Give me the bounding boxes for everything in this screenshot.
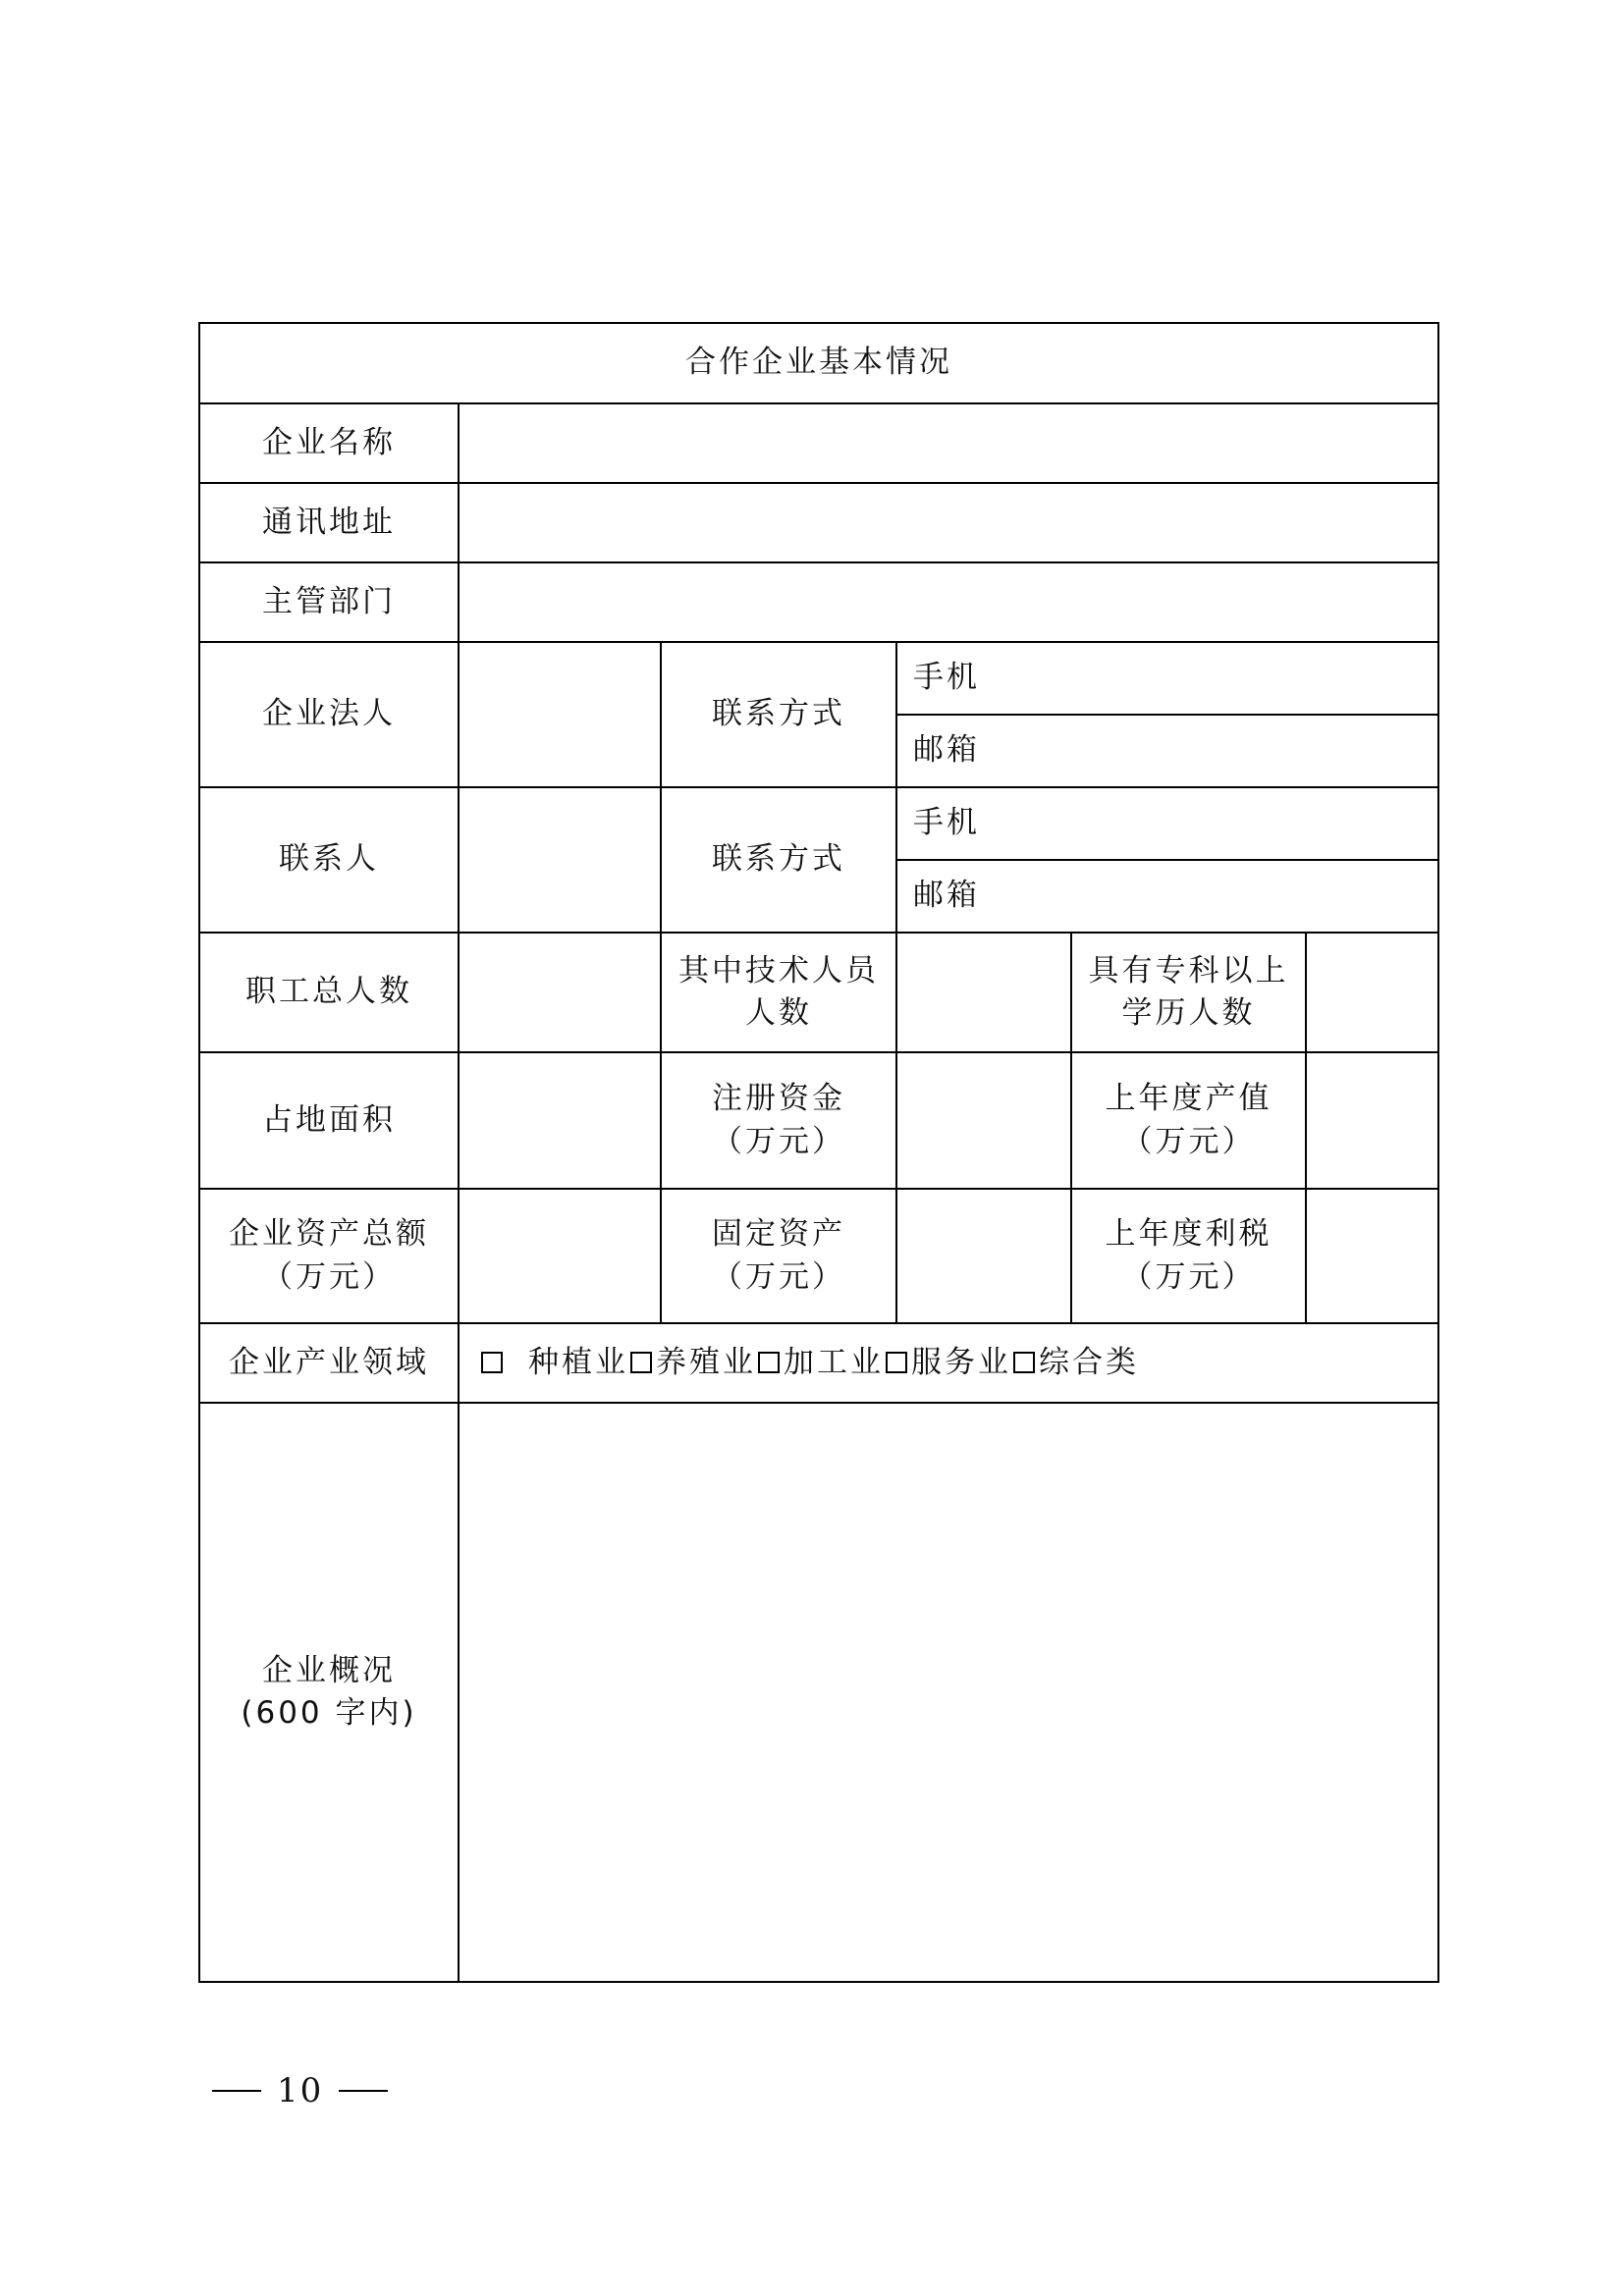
- legal-person-email-field[interactable]: 邮箱: [896, 715, 1438, 787]
- total-assets-unit: （万元）: [262, 1258, 396, 1295]
- overview-label-line2: (600 字内): [241, 1695, 417, 1731]
- checkbox-planting[interactable]: [481, 1352, 503, 1373]
- checkbox-comprehensive[interactable]: [1013, 1352, 1035, 1373]
- authority-field[interactable]: [459, 562, 1438, 642]
- tech-staff-field[interactable]: [896, 933, 1071, 1052]
- authority-label: 主管部门: [199, 562, 459, 642]
- overview-label-line1: 企业概况: [262, 1652, 396, 1688]
- total-assets-field[interactable]: [459, 1189, 661, 1323]
- dash-right: [339, 2090, 388, 2092]
- total-staff-field[interactable]: [459, 933, 661, 1052]
- contact-person-mobile-field[interactable]: 手机: [896, 787, 1438, 860]
- company-name-label: 企业名称: [199, 403, 459, 483]
- industry-option-comprehensive[interactable]: [1011, 1342, 1139, 1384]
- fixed-assets-label: [661, 1189, 896, 1323]
- land-area-field[interactable]: [459, 1052, 661, 1189]
- college-staff-label: [1071, 933, 1306, 1052]
- contact-person-label: 联系人: [199, 787, 459, 933]
- industry-option-processing[interactable]: [756, 1342, 884, 1384]
- last-year-output-field[interactable]: [1306, 1052, 1438, 1189]
- contact-person-email-field[interactable]: 邮箱: [896, 860, 1438, 933]
- enterprise-info-table: [198, 322, 1439, 1983]
- legal-person-contact-label: 联系方式: [661, 642, 896, 787]
- registered-capital-field[interactable]: [896, 1052, 1071, 1189]
- company-name-field[interactable]: [459, 403, 1438, 483]
- last-year-tax-label: [1071, 1189, 1306, 1323]
- dash-left: [212, 2090, 261, 2092]
- industry-options: [459, 1323, 1438, 1403]
- page-number-text: 10: [277, 2071, 324, 2110]
- industry-option-label: 种植业: [528, 1344, 628, 1380]
- total-assets-label-line1: 企业资产总额: [229, 1216, 429, 1253]
- last-year-tax-field[interactable]: [1306, 1189, 1438, 1323]
- last-year-output-label: [1071, 1052, 1306, 1189]
- contact-person-field[interactable]: [459, 787, 661, 933]
- checkbox-breeding[interactable]: [630, 1352, 652, 1373]
- college-staff-label-line2: 学历人数: [1121, 995, 1256, 1031]
- fixed-assets-label-line1: 固定资产: [712, 1216, 845, 1253]
- college-staff-field[interactable]: [1306, 933, 1438, 1052]
- last-year-tax-label-line1: 上年度利税: [1105, 1216, 1272, 1253]
- legal-person-label: 企业法人: [199, 642, 459, 787]
- last-year-output-unit: （万元）: [1121, 1123, 1256, 1159]
- industry-option-label: 加工业: [784, 1344, 884, 1380]
- industry-option-service[interactable]: [884, 1342, 1011, 1384]
- overview-field[interactable]: [459, 1403, 1438, 1982]
- fixed-assets-unit: （万元）: [712, 1258, 845, 1295]
- industry-option-breeding[interactable]: [628, 1342, 756, 1384]
- industry-option-planting[interactable]: [479, 1342, 628, 1384]
- industry-option-label: 养殖业: [656, 1344, 756, 1380]
- land-area-label: 占地面积: [199, 1052, 459, 1189]
- total-staff-label: 职工总人数: [199, 933, 459, 1052]
- form-title: 合作企业基本情况: [199, 323, 1438, 403]
- checkbox-service[interactable]: [886, 1352, 907, 1373]
- checkbox-processing[interactable]: [758, 1352, 780, 1373]
- registered-capital-label-line1: 注册资金: [712, 1081, 845, 1117]
- total-assets-label: [199, 1189, 459, 1323]
- page-number: [196, 2071, 404, 2110]
- tech-staff-label-line2: 人数: [745, 995, 812, 1031]
- college-staff-label-line1: 具有专科以上: [1088, 952, 1289, 988]
- industry-option-label: 服务业: [911, 1344, 1011, 1380]
- tech-staff-label: [661, 933, 896, 1052]
- registered-capital-label: [661, 1052, 896, 1189]
- last-year-tax-unit: （万元）: [1121, 1258, 1256, 1295]
- registered-capital-unit: （万元）: [712, 1123, 845, 1159]
- fixed-assets-field[interactable]: [896, 1189, 1071, 1323]
- legal-person-field[interactable]: [459, 642, 661, 787]
- address-field[interactable]: [459, 483, 1438, 562]
- overview-label: [199, 1403, 459, 1982]
- contact-person-contact-label: 联系方式: [661, 787, 896, 933]
- address-label: 通讯地址: [199, 483, 459, 562]
- last-year-output-label-line1: 上年度产值: [1105, 1081, 1272, 1117]
- industry-option-label: 综合类: [1039, 1344, 1139, 1380]
- industry-label: 企业产业领域: [199, 1323, 459, 1403]
- legal-person-mobile-field[interactable]: 手机: [896, 642, 1438, 715]
- tech-staff-label-line1: 其中技术人员: [678, 952, 879, 988]
